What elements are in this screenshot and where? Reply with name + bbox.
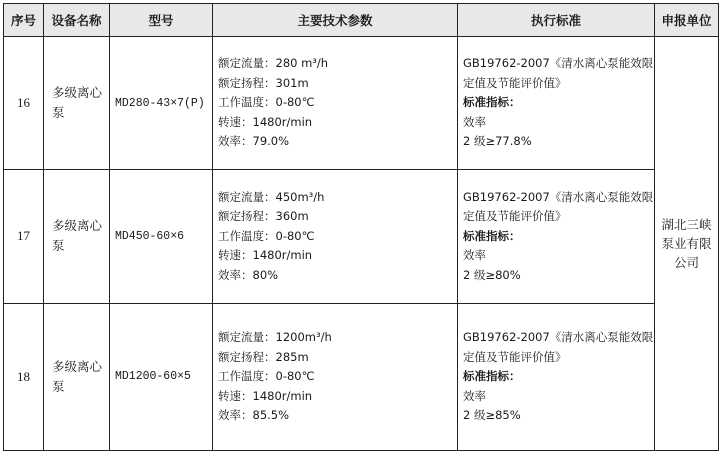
row-seq: 17: [4, 170, 44, 303]
row-unit: [655, 37, 719, 451]
param-flow: 额定流量：1200m³/h: [218, 330, 332, 345]
param-flow: 额定流量：450m³/h: [218, 189, 325, 204]
standard-metric: 效率: [463, 248, 486, 263]
standard-name: GB19762-2007《清水离心泵能效限: [463, 56, 654, 71]
standard-name-cont: 定值及节能评价值》: [463, 349, 567, 364]
standard-value: 2 级≥80%: [463, 267, 521, 282]
param-flow: 额定流量：280 m³/h: [218, 56, 329, 71]
row-params: [213, 170, 458, 303]
unit-line: 湖北三峡: [661, 217, 712, 232]
param-temp: 工作温度：0-80℃: [218, 369, 315, 384]
param-temp: 工作温度：0-80℃: [218, 95, 315, 110]
param-speed: 转速：1480r/min: [218, 114, 313, 129]
param-efficiency: 效率：79.0%: [218, 134, 290, 149]
row-standard: [458, 37, 655, 170]
header-name: 设备名称: [44, 4, 110, 37]
device-name-line: 多级离心: [52, 358, 103, 374]
row-device-name: [44, 303, 110, 450]
standard-label: 标准指标：: [463, 369, 521, 384]
unit-line: 泵业有限: [661, 236, 712, 251]
row-params: [213, 303, 458, 450]
standard-metric: 效率: [463, 114, 486, 129]
standard-name-cont: 定值及节能评价值》: [463, 75, 567, 90]
param-head: 额定扬程：360m: [218, 209, 309, 224]
standard-value: 2 级≥85%: [463, 408, 521, 423]
row-standard: [458, 303, 655, 450]
param-efficiency: 效率：85.5%: [218, 408, 290, 423]
table-row: [4, 37, 719, 170]
param-efficiency: 效率：80%: [218, 267, 279, 282]
header-standard: 执行标准: [458, 4, 655, 37]
standard-name: GB19762-2007《清水离心泵能效限: [463, 189, 654, 204]
standard-label: 标准指标：: [463, 228, 521, 243]
table-header-row: [4, 4, 719, 37]
row-model: MD450-60×6: [110, 170, 213, 303]
device-name-line: 多级离心: [52, 85, 103, 101]
param-temp: 工作温度：0-80℃: [218, 228, 315, 243]
row-model: MD1200-60×5: [110, 303, 213, 450]
standard-label: 标准指标：: [463, 95, 521, 110]
table-row: [4, 170, 719, 303]
param-head: 额定扬程：301m: [218, 75, 309, 90]
header-unit: 申报单位: [655, 4, 719, 37]
unit-line: 公司: [673, 255, 699, 270]
device-name-line: 泵: [52, 238, 65, 254]
param-speed: 转速：1480r/min: [218, 388, 313, 403]
device-name-line: 泵: [52, 105, 65, 121]
row-model: MD280-43×7(P): [110, 37, 213, 170]
equipment-table: [3, 3, 719, 451]
header-seq: 序号: [4, 4, 44, 37]
row-device-name: [44, 37, 110, 170]
row-seq: 16: [4, 37, 44, 170]
row-standard: [458, 170, 655, 303]
standard-name-cont: 定值及节能评价值》: [463, 209, 567, 224]
standard-name: GB19762-2007《清水离心泵能效限: [463, 330, 654, 345]
table-row: [4, 303, 719, 450]
device-name-line: 多级离心: [52, 218, 103, 234]
row-params: [213, 37, 458, 170]
header-model: 型号: [110, 4, 213, 37]
header-params: 主要技术参数: [213, 4, 458, 37]
param-head: 额定扬程：285m: [218, 349, 309, 364]
standard-value: 2 级≥77.8%: [463, 134, 532, 149]
param-speed: 转速：1480r/min: [218, 248, 313, 263]
row-device-name: [44, 170, 110, 303]
row-seq: 18: [4, 303, 44, 450]
standard-metric: 效率: [463, 388, 486, 403]
device-name-line: 泵: [52, 378, 65, 394]
